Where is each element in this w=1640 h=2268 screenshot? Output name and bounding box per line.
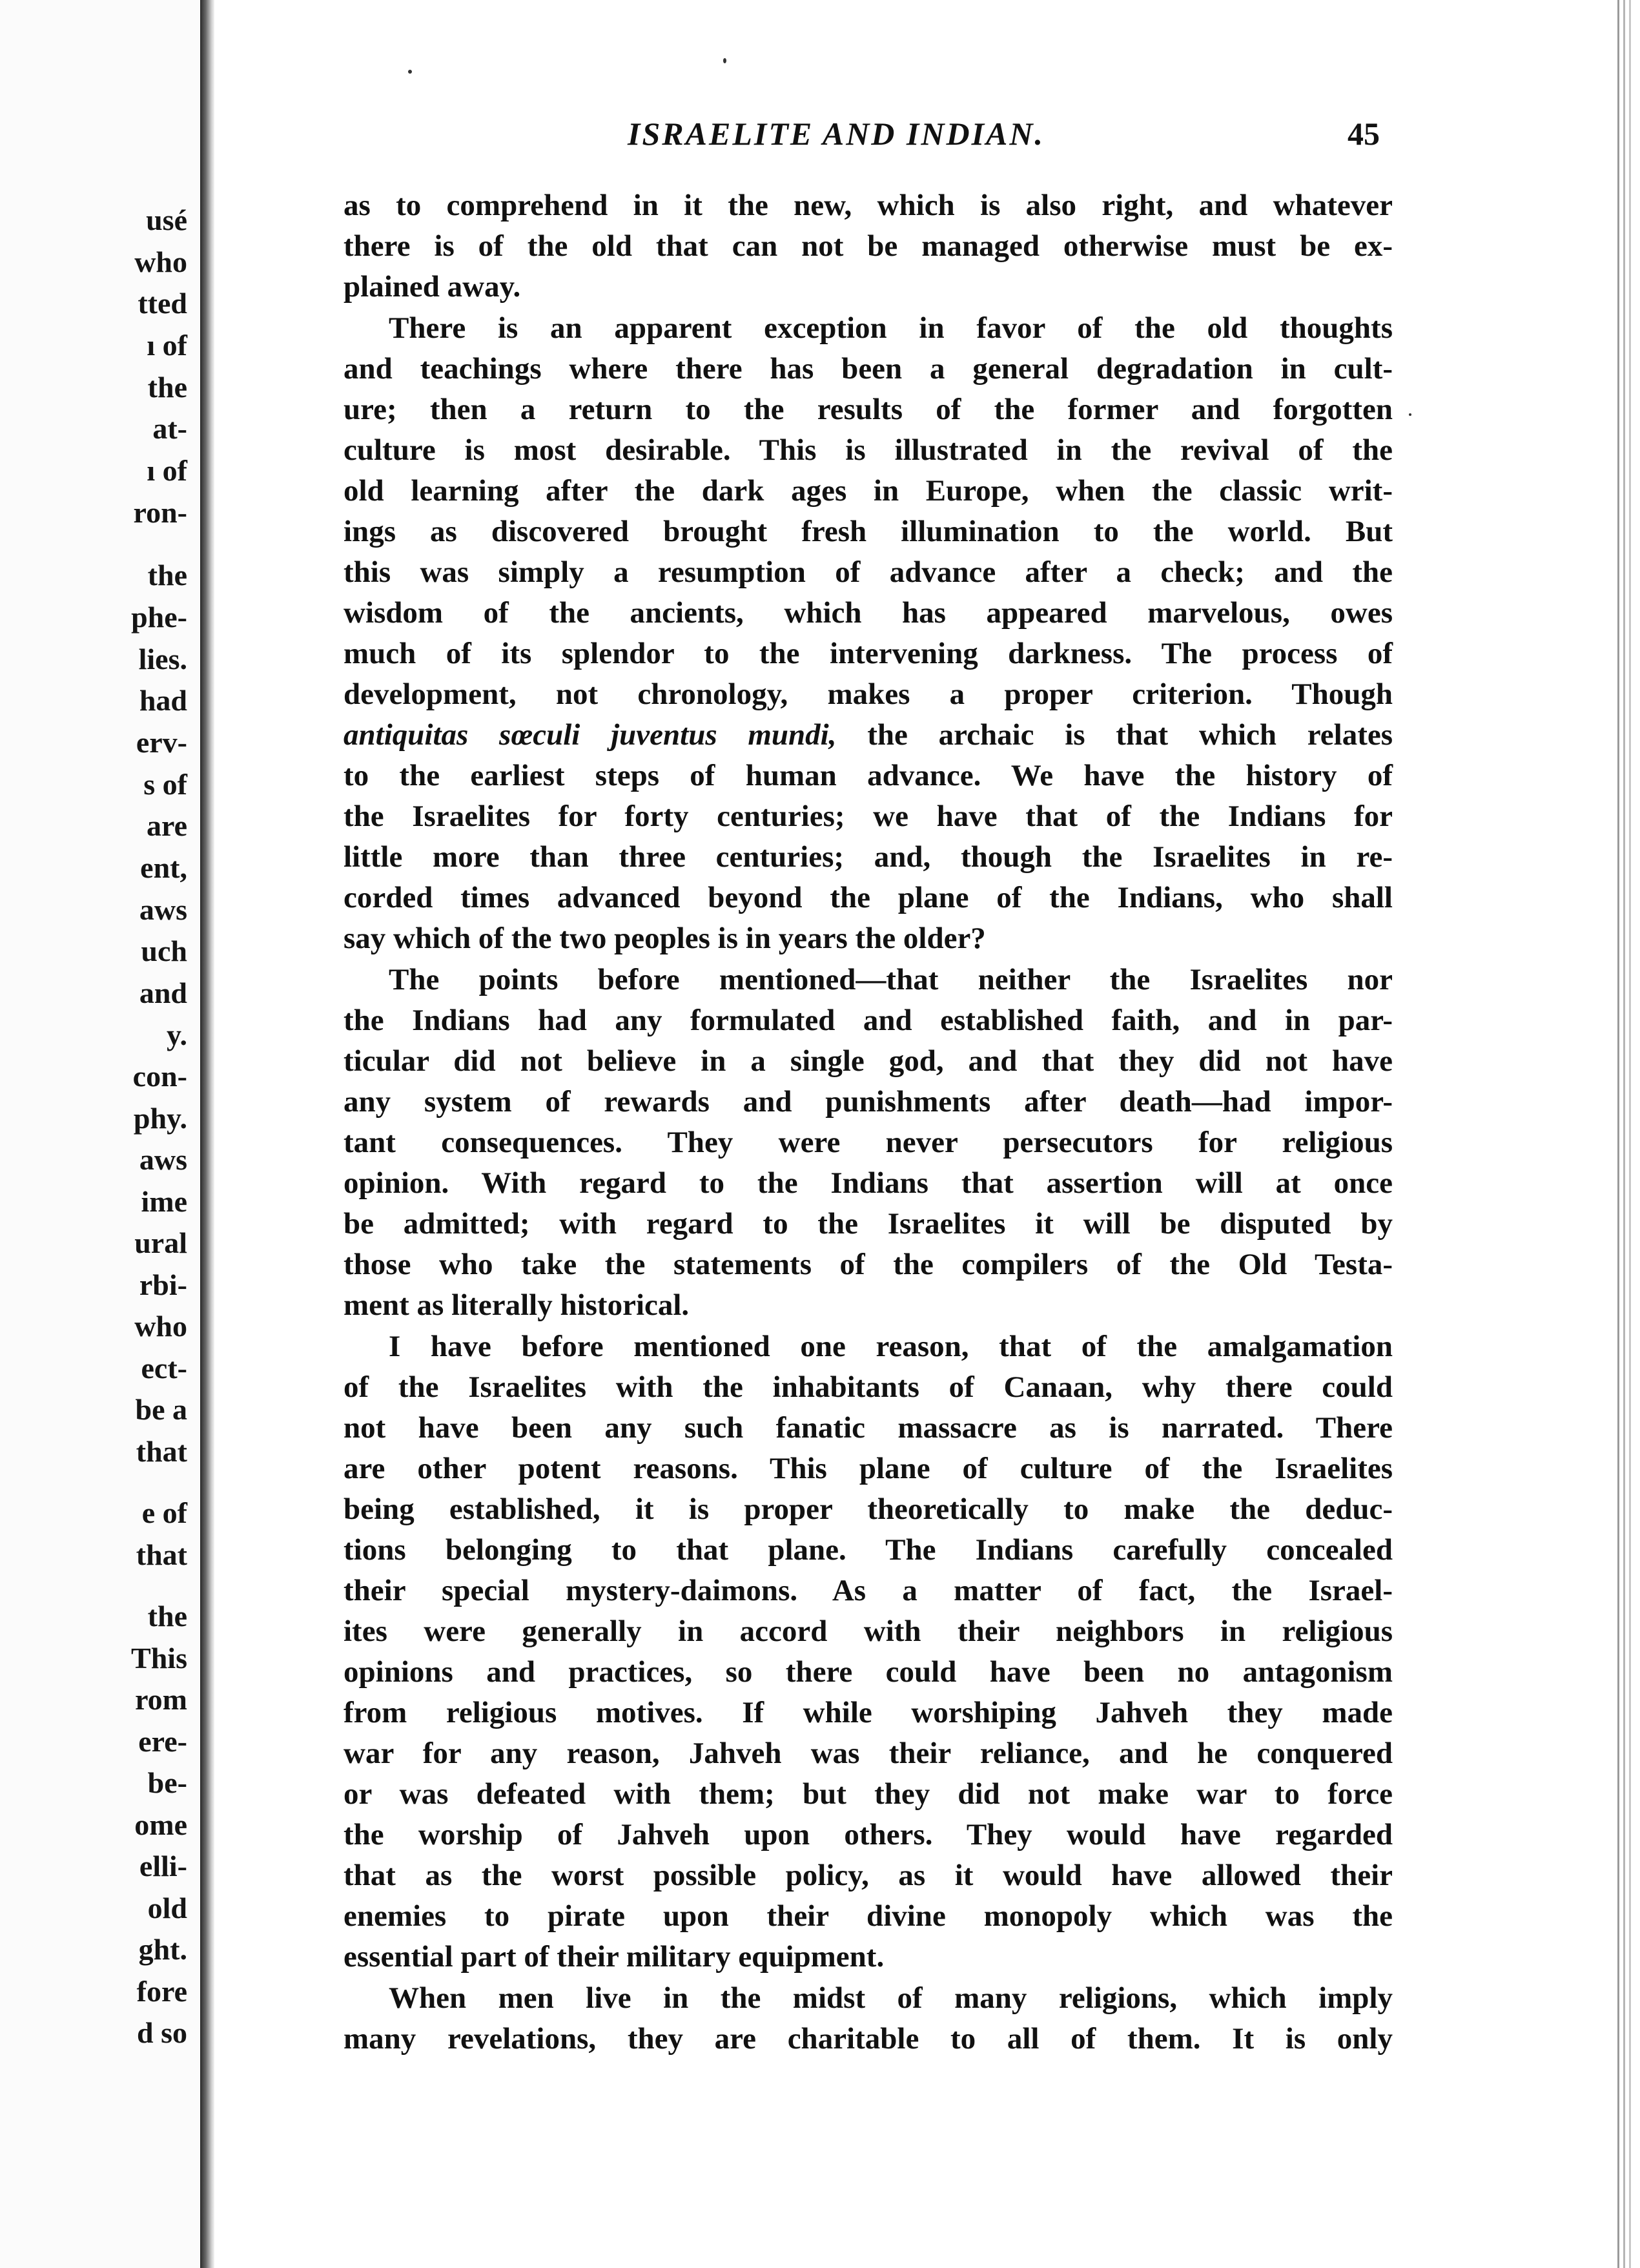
scan-speck (408, 70, 412, 74)
facing-page-text: erv- (136, 726, 187, 759)
facing-page-text: ght. (138, 1933, 187, 1966)
facing-page-text: ere- (138, 1725, 187, 1758)
text-line: be admitted; with regard to the Israelites it will be disputed by (343, 1207, 1393, 1241)
facing-page-text: usé (146, 203, 187, 236)
facing-page-text: s of (143, 768, 187, 801)
text-line: opinion. With regard to the Indians that assertion will at once (343, 1166, 1393, 1200)
facing-page-text: rbi- (139, 1268, 187, 1301)
text-line: say which of the two peoples is in years the older? (343, 922, 986, 955)
page-stack-edge (1623, 0, 1625, 2268)
text-line: ure; then a return to the results of the former and forgotten (343, 393, 1393, 426)
text-line: tions belonging to that plane. The Indians carefully concealed (343, 1533, 1393, 1567)
latin-phrase: antiquitas sœculi juventus mundi, (343, 718, 837, 752)
text-line: those who take the statements of the compilers of the Old Testa- (343, 1248, 1393, 1281)
text-line: tant consequences. They were never persecutors for religious (343, 1126, 1393, 1159)
facing-page-text: that (136, 1538, 187, 1571)
facing-page-text: aws (139, 893, 187, 926)
text-line: any system of rewards and punishments after death—had impor- (343, 1085, 1393, 1119)
text-line: opinions and practices, so there could have been no antagonism (343, 1655, 1393, 1689)
text-line: essential part of their military equipment. (343, 1940, 885, 1974)
text-line: ment as literally historical. (343, 1288, 690, 1322)
facing-page-text: lies. (138, 643, 187, 675)
text-line: the worship of Jahveh upon others. They would have regarded (343, 1818, 1393, 1851)
text-line: development, not chronology, makes a proper criterion. Though (343, 677, 1393, 711)
running-title: ISRAELITE AND INDIAN. (628, 116, 1045, 152)
text-line: ticular did not believe in a single god, and that they did not have (343, 1044, 1393, 1078)
text-line: not have been any such fanatic massacre as is narrated. There (343, 1411, 1393, 1445)
page-number: 45 (1348, 116, 1380, 152)
facing-page-text: who (134, 1310, 187, 1343)
text-line: this was simply a resumption of advance after a check; and the (343, 555, 1393, 589)
text-line: I have before mentioned one reason, that of the amalgamation (389, 1330, 1393, 1363)
facing-page-text: be a (135, 1393, 187, 1426)
text-line: ings as discovered brought fresh illumination to the world. But (343, 515, 1393, 548)
text-line: the Israelites for forty centuries; we have that of the Indians for (343, 799, 1393, 833)
facing-page-text: ı of (147, 454, 187, 487)
facing-page-fragment (0, 0, 200, 2268)
facing-page-text: ron- (133, 496, 187, 529)
scan-speck (723, 58, 726, 63)
text-line-with-italic (343, 720, 1393, 750)
text-line: There is an apparent exception in favor of the old thoughts (389, 311, 1393, 345)
facing-page-text: ı of (147, 329, 187, 362)
facing-page-text: at- (152, 412, 187, 445)
facing-page-text: uch (141, 934, 187, 967)
text-line: being established, it is proper theoretically to make the deduc- (343, 1492, 1393, 1526)
text-line: their special mystery-daimons. As a matter of fact, the Israel- (343, 1574, 1393, 1607)
text-line: many revelations, they are charitable to all of them. It is only (343, 2022, 1393, 2056)
facing-page-text: phy. (133, 1102, 187, 1135)
facing-page-text: that (136, 1435, 187, 1468)
facing-page-text: the (147, 559, 187, 592)
text-line: culture is most desirable. This is illustrated in the revival of the (343, 433, 1393, 467)
text-line: much of its splendor to the intervening darkness. The process of (343, 637, 1393, 670)
facing-page-text: con- (132, 1060, 187, 1093)
facing-page-text: ime (141, 1185, 187, 1218)
page-stack-edge (1629, 0, 1631, 2268)
text-line: or was defeated with them; but they did not make war to force (343, 1777, 1393, 1811)
facing-page-text: rom (135, 1683, 187, 1716)
facing-page-text: This (131, 1642, 187, 1675)
facing-page-text: phe- (131, 601, 187, 634)
text-line: are other potent reasons. This plane of culture of the Israelites (343, 1452, 1393, 1485)
facing-page-text: had (139, 684, 187, 717)
facing-page-text: the (147, 371, 187, 404)
facing-page-text: ect- (141, 1352, 187, 1385)
book-gutter (200, 0, 214, 2268)
text-line: as to comprehend in it the new, which is also right, and whatever (343, 189, 1393, 222)
text-line: plained away. (343, 270, 521, 304)
page-stack-edge (1617, 0, 1619, 2268)
facing-page-text: ural (134, 1226, 187, 1259)
facing-page-text: e of (141, 1496, 187, 1529)
facing-page-text: are (146, 809, 187, 842)
text-line: enemies to pirate upon their divine monopoly which was the (343, 1899, 1393, 1933)
text-line: corded times advanced beyond the plane of the Indians, who shall (343, 881, 1393, 914)
text-line: old learning after the dark ages in Europe, when the classic writ- (343, 474, 1393, 508)
text-line: little more than three centuries; and, though the Israelites in re- (343, 840, 1393, 874)
facing-page-text: d so (137, 2016, 187, 2049)
facing-page-text: who (134, 245, 187, 278)
facing-page-text: ent, (140, 851, 187, 884)
facing-page-text: elli- (139, 1850, 187, 1882)
text-line: and teachings where there has been a general degradation in cult- (343, 352, 1393, 386)
text-line: there is of the old that can not be managed otherwise must be ex- (343, 229, 1393, 263)
facing-page-text: the (147, 1600, 187, 1633)
facing-page-text: aws (139, 1143, 187, 1176)
text-line: war for any reason, Jahveh was their reliance, and he conquered (343, 1737, 1393, 1770)
facing-page-text: y. (167, 1018, 187, 1051)
text-line: ites were generally in accord with their neighbors in religious (343, 1614, 1393, 1648)
text-line: of the Israelites with the inhabitants of Canaan, why there could (343, 1370, 1393, 1404)
book-page (214, 0, 1622, 2268)
facing-page-text: old (147, 1892, 187, 1924)
text-line: wisdom of the ancients, which has appeared marvelous, owes (343, 596, 1393, 630)
facing-page-text: and (139, 976, 187, 1009)
facing-page-text: tted (138, 287, 187, 320)
scan-speck (1409, 413, 1411, 416)
text-line: that as the worst possible policy, as it would have allowed their (343, 1859, 1393, 1892)
facing-page-text: fore (136, 1975, 187, 2008)
text-line: The points before mentioned—that neither the Israelites nor (389, 963, 1393, 996)
facing-page-text: ome (134, 1808, 187, 1841)
text-line: from religious motives. If while worshiping Jahveh they made (343, 1696, 1393, 1729)
text-line: the Indians had any formulated and established faith, and in par- (343, 1004, 1393, 1037)
facing-page-text: be- (147, 1766, 187, 1799)
text-line: When men live in the midst of many religions, which imply (389, 1981, 1393, 2015)
text-fragment: the archaic is that which relates (867, 718, 1393, 752)
text-line: to the earliest steps of human advance. We have the history of (343, 759, 1393, 792)
